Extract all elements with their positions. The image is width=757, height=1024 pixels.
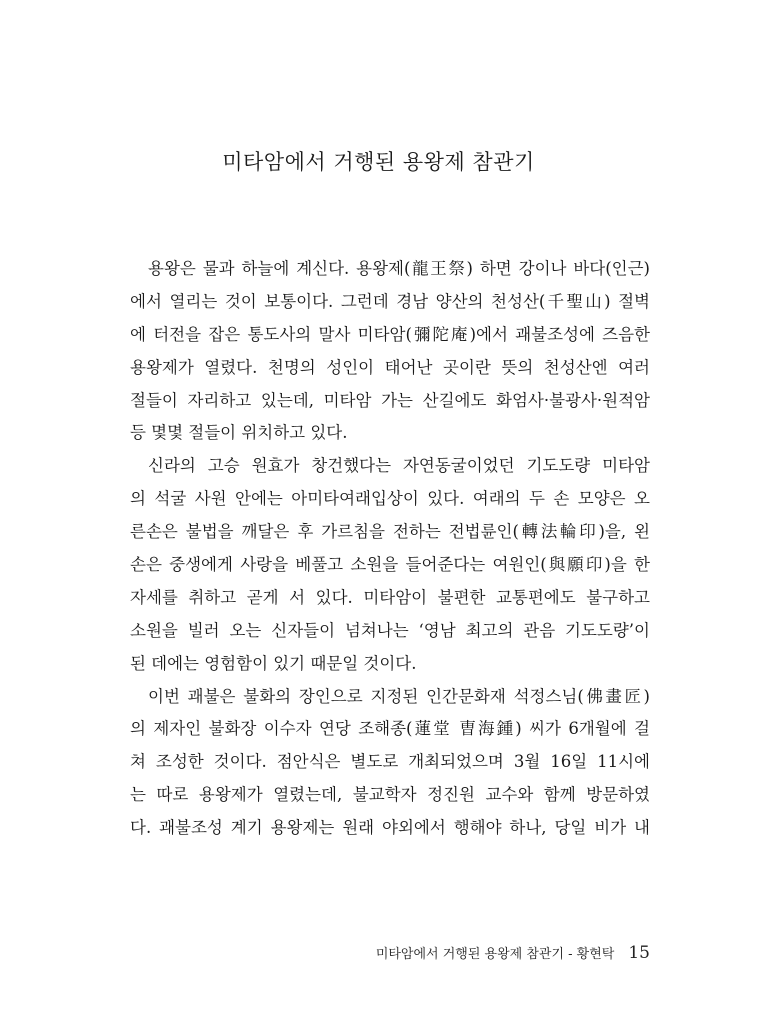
text-line: 소원을 빌러 오는 신자들이 넘쳐나는 ‘영남 최고의 관음 기도도량’이 bbox=[130, 620, 650, 640]
text-line: 등 몇몇 절들이 위치하고 있다. bbox=[130, 423, 348, 443]
paragraph bbox=[130, 681, 650, 845]
paragraph bbox=[130, 450, 650, 680]
text-line: 절들이 자리하고 있는데, 미타암 가는 산길에도 화엄사·불광사·원적암 bbox=[130, 390, 650, 410]
text-line: 된 데에는 영험함이 있기 때문일 것이다. bbox=[130, 653, 417, 673]
text-line: 용왕은 물과 하늘에 계신다. 용왕제(龍王祭) 하면 강이나 바다(인근) bbox=[148, 259, 650, 278]
text-line: 의 석굴 사원 안에는 아미타여래입상이 있다. 여래의 두 손 모양은 오 bbox=[130, 489, 650, 509]
text-line: 이번 괘불은 불화의 장인으로 지정된 인간문화재 석정스님(佛畫匠) bbox=[148, 686, 650, 706]
text-line: 에 터전을 잡은 통도사의 말사 미타암(彌陀庵)에서 괘불조성에 즈음한 bbox=[130, 324, 650, 344]
text-line: 다. 괘불조성 계기 용왕제는 원래 야외에서 행해야 하나, 당일 비가 내 bbox=[130, 818, 650, 838]
text-line: 용왕제가 열렸다. 천명의 성인이 태어난 곳이란 뜻의 천성산엔 여러 bbox=[130, 357, 650, 377]
page-number: 15 bbox=[628, 943, 650, 963]
article-body bbox=[130, 253, 650, 845]
page-footer bbox=[376, 943, 650, 963]
text-line: 신라의 고승 원효가 창건했다는 자연동굴이었던 기도도량 미타암 bbox=[148, 456, 650, 476]
text-line: 자세를 취하고 곧게 서 있다. 미타암이 불편한 교통편에도 불구하고 bbox=[130, 587, 650, 607]
text-line: 는 따로 용왕제가 열렸는데, 불교학자 정진원 교수와 함께 방문하였 bbox=[130, 785, 650, 805]
text-line: 의 제자인 불화장 이수자 연당 조해종(蓮堂 曺海鍾) 씨가 6개월에 걸 bbox=[130, 719, 650, 739]
paragraph bbox=[130, 253, 650, 450]
text-line: 른손은 불법을 깨달은 후 가르침을 전하는 전법륜인(轉法輪印)을, 왼 bbox=[130, 522, 650, 542]
text-line: 쳐 조성한 것이다. 점안식은 별도로 개최되었으며 3월 16일 11시에 bbox=[130, 752, 650, 772]
text-line: 손은 중생에게 사랑을 베풀고 소원을 들어준다는 여원인(與願印)을 한 bbox=[130, 555, 650, 575]
running-title: 미타암에서 거행된 용왕제 참관기 - 황현탁 bbox=[375, 947, 615, 962]
page-title: 미타암에서 거행된 용왕제 참관기 bbox=[222, 150, 535, 174]
text-line: 에서 열리는 것이 보통이다. 그런데 경남 양산의 천성산(千聖山) 절벽 bbox=[130, 291, 650, 311]
